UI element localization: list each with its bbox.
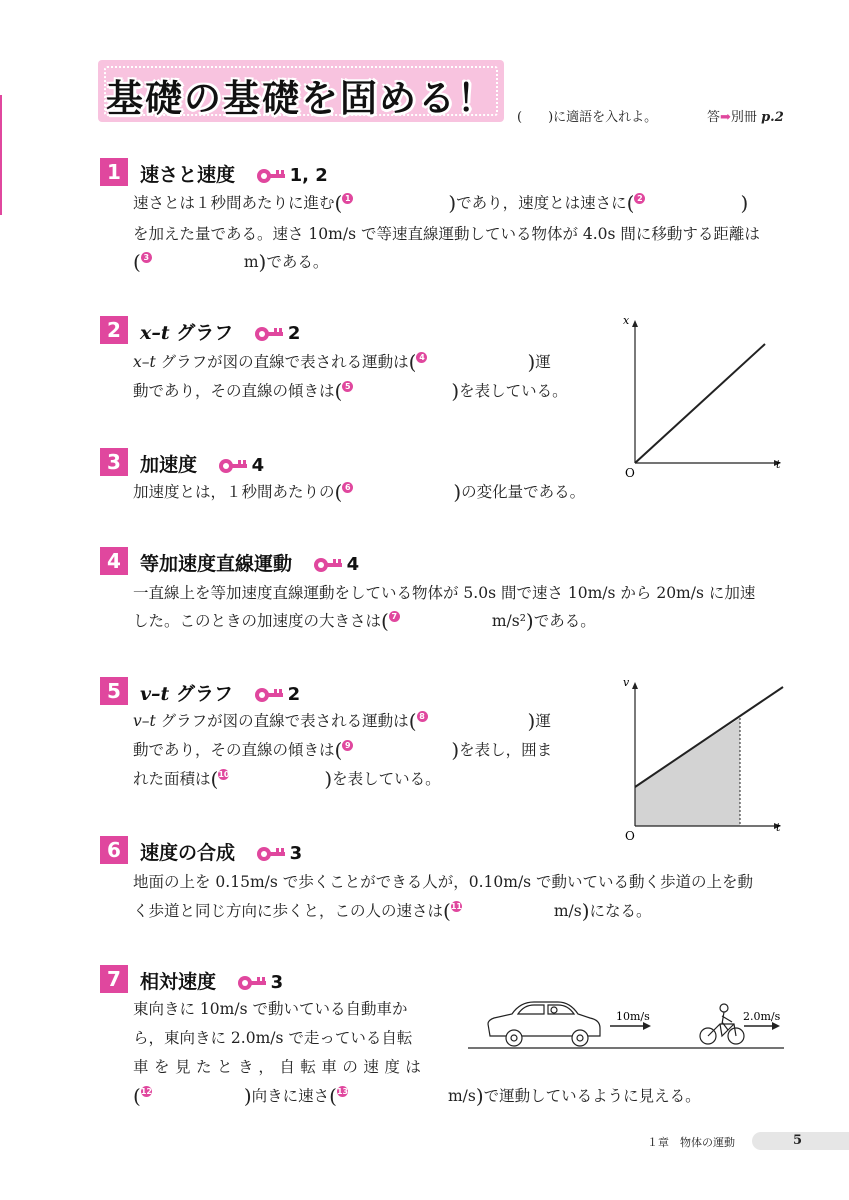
key-icon (237, 975, 267, 991)
xt-graph (615, 310, 785, 480)
section-number: 3 (100, 448, 128, 476)
y-axis-arrow (632, 320, 638, 327)
text-line: 地面の上を 0.15m/s で歩くことができる人が，0.10m/s で動いている動く歩道の上を動 (133, 873, 754, 891)
text-span: 動であり，その直線の傾きは (133, 382, 335, 400)
section-title-text: 等加速度直線運動 (140, 553, 293, 575)
text-span: 運 (535, 712, 551, 730)
blank-number-badge: 2 (634, 193, 645, 204)
section-number: 4 (100, 547, 128, 575)
blank-number-badge: 9 (342, 740, 353, 751)
text-line: 速さとは１秒間あたりに進む( 1 )であり，速度とは速さに( 2 ) (133, 191, 749, 215)
text-span: を表し，囲ま (459, 741, 553, 759)
blank-number-badge: 13 (336, 1087, 349, 1096)
key-reference: 3 (289, 843, 303, 864)
text-span: 動であり，その直線の傾きは (133, 741, 335, 759)
blank-number-badge: 7 (389, 611, 400, 622)
section-title-text: グラフ (169, 683, 233, 705)
key-reference: 4 (251, 455, 265, 476)
section-number: 5 (100, 677, 128, 705)
text-span-italic: x–t (133, 353, 156, 371)
text-line: (12 )向きに速さ(13 m/s)で運動しているように見える。 (133, 1084, 701, 1108)
section-title (140, 838, 302, 865)
text-span: で運動しているように見える。 (483, 1087, 701, 1105)
area-shading (635, 718, 740, 826)
section-title-italic: v–t (140, 683, 170, 705)
section-title-text: 加速度 (140, 454, 198, 476)
section-number: 2 (100, 316, 128, 344)
section-title (140, 160, 328, 187)
chapter-label: １章 物体の運動 (647, 1136, 735, 1149)
key-icon (254, 687, 284, 703)
page-number: 5 (793, 1133, 803, 1148)
vt-graph (615, 672, 790, 844)
text-span: グラフが図の直線で表される運動は (155, 712, 409, 730)
text-span: の変化量である。 (461, 483, 586, 501)
section-title (140, 549, 359, 576)
page-title: 基礎の基礎を固める！ (106, 77, 496, 120)
text-span: を表している。 (459, 382, 568, 400)
text-line: 車を見たとき，自転車の速度は (133, 1058, 427, 1076)
blank-number-badge: 11 (450, 902, 462, 911)
unit-text: m/s (553, 902, 582, 920)
section-number: 7 (100, 965, 128, 993)
y-axis-label: v (623, 676, 630, 689)
key-icon (256, 168, 286, 184)
section-title-text: 速さと速度 (140, 164, 236, 186)
text-span: 速さとは１秒間あたりに進む (133, 194, 335, 212)
bicycle-icon (700, 1004, 744, 1044)
arrow-icon: ➡ (720, 110, 731, 125)
section-title (140, 318, 300, 345)
text-span: れた面積は (133, 770, 211, 788)
section-number: 6 (100, 836, 128, 864)
text-span: した。このときの加速度の大きさは (133, 612, 382, 630)
text-line: を加えた量である。速さ 10m/s で等速直線運動している物体が 4.0s 間に移動する距離は (133, 225, 760, 243)
car-speed-label: 10m/s (616, 1010, 650, 1023)
answer-reference (707, 106, 784, 125)
car-icon (488, 1002, 600, 1046)
text-span: く歩道と同じ方向に歩くと，この人の速さは (133, 902, 444, 920)
text-line: 東向きに 10m/s で動いている自動車か (133, 1000, 408, 1018)
blank-number-badge: 4 (416, 352, 427, 363)
page-edge-marker (0, 95, 2, 215)
section-title (140, 967, 283, 994)
bike-arrow-head (772, 1022, 780, 1030)
text-span-italic: v–t (133, 712, 156, 730)
text-line: v–t グラフが図の直線で表される運動は( 8 )運 (133, 709, 551, 733)
text-line: ら，東向きに 2.0m/s で走っている自転 (133, 1029, 413, 1047)
text-span: を表している。 (332, 770, 441, 788)
answer-page: p.2 (761, 110, 784, 125)
text-span: 向きに速さ (251, 1087, 330, 1105)
xt-line (635, 344, 765, 463)
car-arrow-head (643, 1022, 651, 1030)
bike-speed-label: 2.0m/s (743, 1010, 781, 1023)
section-title-italic: x–t (140, 322, 170, 344)
key-icon (254, 326, 284, 342)
key-icon (313, 557, 343, 573)
text-span: になる。 (589, 902, 652, 920)
key-reference: 1, 2 (289, 165, 328, 186)
blank-number-badge: 10 (218, 770, 230, 779)
answer-label: 答 (707, 110, 721, 125)
instruction-text: ( )に適語を入れよ。 (517, 110, 658, 125)
section-title (140, 679, 300, 706)
key-reference: 2 (287, 323, 301, 344)
text-line: 動であり，その直線の傾きは( 5 )を表している。 (133, 379, 568, 403)
text-line: 一直線上を等加速度直線運動をしている物体が 5.0s 間で速さ 10m/s から 20m/s に加速 (133, 584, 756, 602)
text-span: である。 (266, 253, 329, 271)
relative-velocity-illustration (468, 996, 784, 1058)
text-line: く歩道と同じ方向に歩くと，この人の速さは(11 m/s)になる。 (133, 899, 652, 923)
text-span: であり，速度とは速さに (456, 194, 627, 212)
y-axis-arrow (632, 682, 638, 689)
text-line: ( 3 m)である。 (133, 250, 329, 274)
text-line: した。このときの加速度の大きさは( 7 m/s²)である。 (133, 609, 596, 633)
text-line: 加速度とは，１秒間あたりの( 6 )の変化量である。 (133, 480, 586, 504)
section-title-text: グラフ (169, 322, 234, 344)
key-icon (256, 846, 286, 862)
blank-number-badge: 6 (342, 482, 353, 493)
text-span: グラフが図の直線で表される運動は (155, 353, 409, 371)
origin-label: O (625, 466, 635, 480)
text-span: である。 (533, 612, 596, 630)
section-number: 1 (100, 158, 128, 186)
key-reference: 3 (270, 972, 284, 993)
text-line: れた面積は(10 )を表している。 (133, 767, 441, 791)
section-title-text: 相対速度 (140, 971, 217, 993)
x-axis-label: t (776, 821, 781, 834)
section-title-text: 速度の合成 (140, 842, 236, 864)
unit-text: m/s (447, 1087, 476, 1105)
blank-number-badge: 5 (342, 381, 353, 392)
unit-text: m/s² (491, 612, 526, 630)
text-span: 運 (535, 353, 551, 371)
unit-text: m (243, 253, 259, 271)
title-banner (98, 60, 504, 122)
text-line: x–t グラフが図の直線で表される運動は( 4 )運 (133, 350, 551, 374)
y-axis-label: x (623, 314, 630, 327)
blank-number-badge: 1 (342, 193, 353, 204)
x-axis-label: t (776, 458, 781, 471)
section-title (140, 450, 264, 477)
answer-book: 別冊 (730, 110, 757, 125)
text-span: 加速度とは，１秒間あたりの (133, 483, 335, 501)
key-reference: 2 (287, 684, 301, 705)
blank-number-badge: 8 (417, 711, 428, 722)
origin-label: O (625, 829, 635, 843)
text-line: 動であり，その直線の傾きは( 9 )を表し，囲ま (133, 738, 553, 762)
key-icon (218, 458, 248, 474)
key-reference: 4 (346, 554, 360, 575)
blank-number-badge: 3 (141, 252, 152, 263)
blank-number-badge: 12 (140, 1087, 152, 1096)
